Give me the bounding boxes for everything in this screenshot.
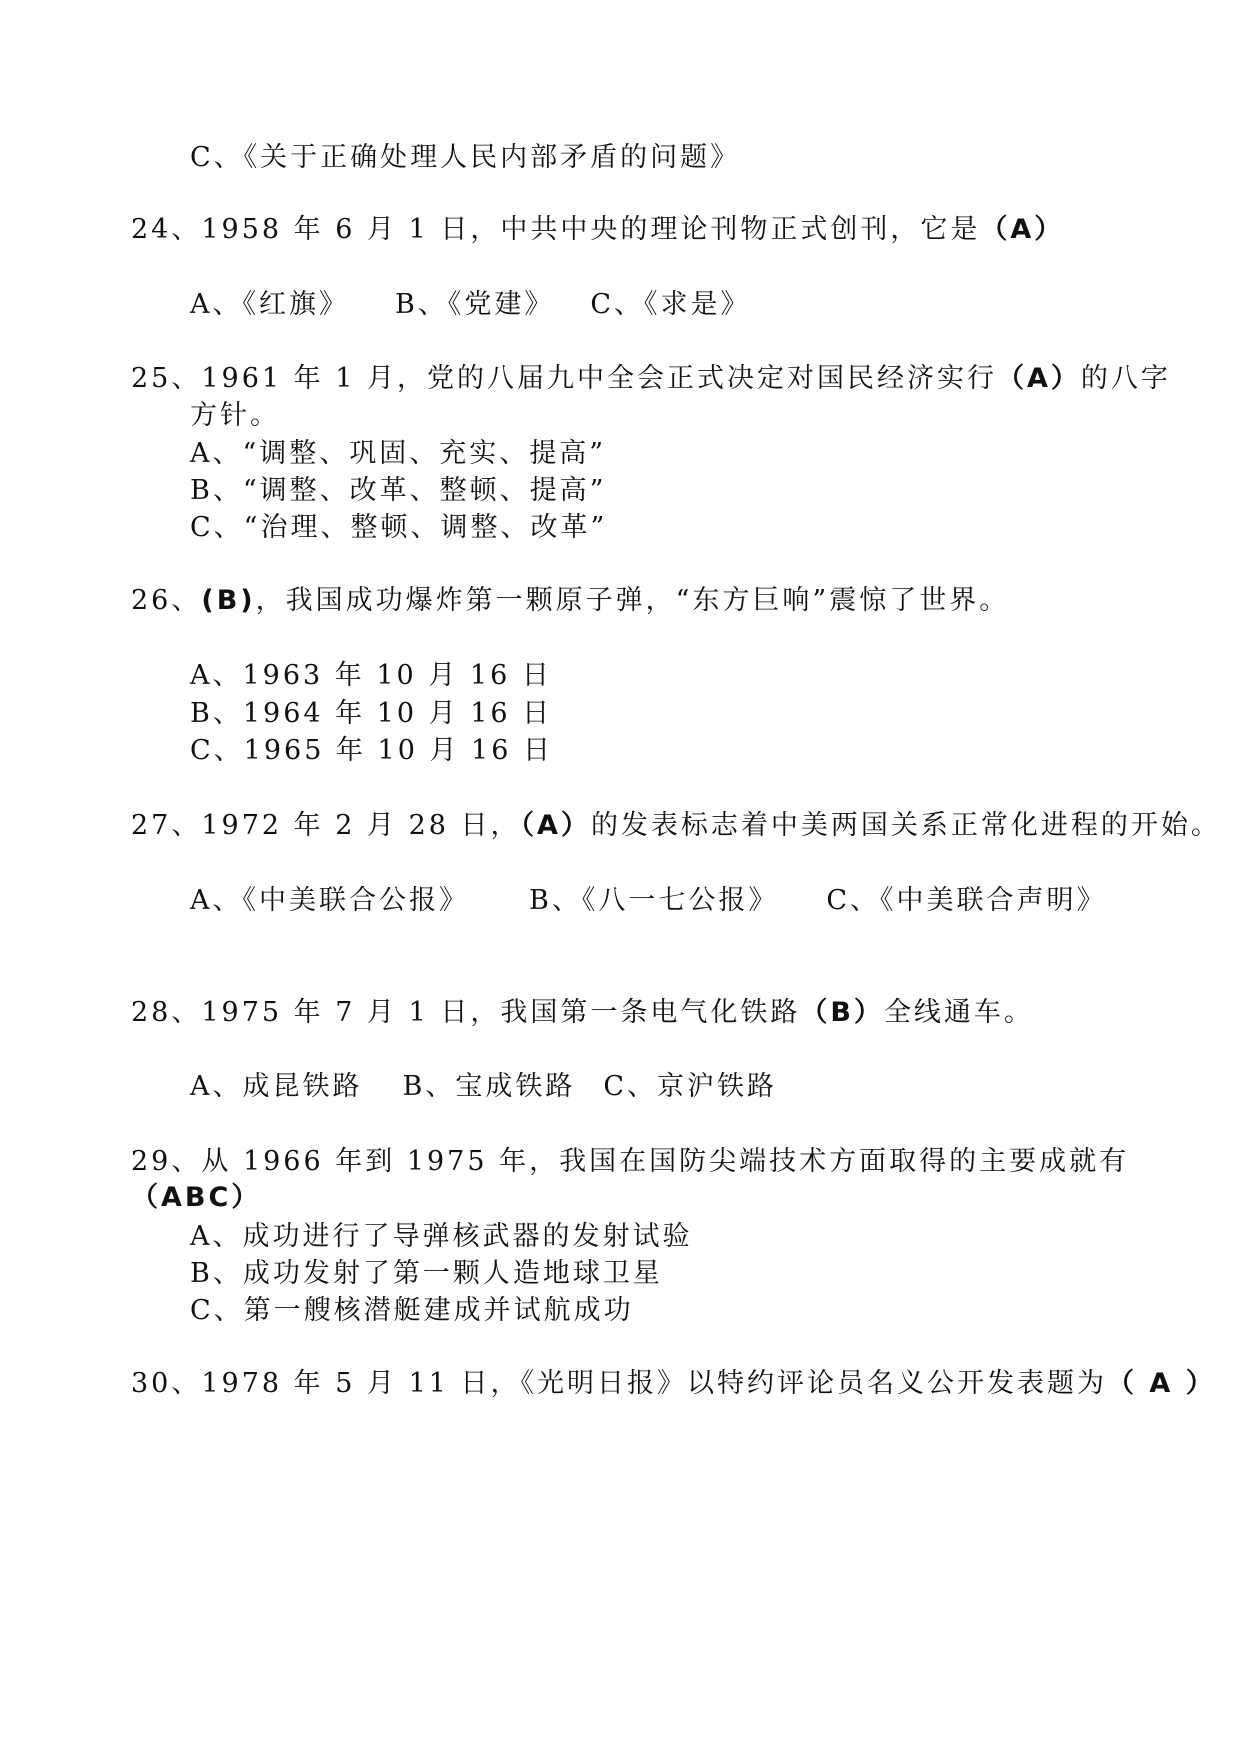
question-27-tail: 的发表标志着中美两国关系正常化进程的开始。 (590, 810, 1221, 841)
question-24-options (190, 287, 751, 323)
question-28-tail: 全线通车。 (883, 997, 1034, 1028)
question-30-answer: （ A ） (1107, 1368, 1216, 1399)
question-24-answer: （A） (980, 214, 1065, 245)
question-29: 29、从 1966 年到 1975 年，我国在国防尖端技术方面取得的主要成就有 (131, 1146, 1130, 1177)
question-30-text: 30、1978 年 5 月 11 日，《光明日报》以特约评论员名义公开发表题为 (131, 1368, 1108, 1399)
question-28-options (190, 1069, 777, 1105)
question-28-answer: （B） (800, 997, 884, 1028)
question-26-text: 26、 (131, 585, 202, 616)
question-28-text: 28、1975 年 7 月 1 日，我国第一条电气化铁路 (131, 997, 801, 1028)
q24-option-a: A、《红旗》 (190, 289, 349, 320)
q25-option-b: B、“调整、改革、整顿、提高” (190, 475, 607, 506)
question-24-text: 24、1958 年 6 月 1 日，中共中央的理论刊物正式创刊，它是 (131, 214, 981, 245)
q27-option-b: B、《八一七公报》 (529, 885, 779, 916)
q29-option-b: B、成功发射了第一颗人造地球卫星 (190, 1258, 663, 1289)
question-25 (131, 361, 1171, 397)
q25-option-a: A、“调整、巩固、充实、提高” (190, 438, 607, 469)
q27-option-a: A、《中美联合公报》 (190, 885, 469, 916)
q29-option-a: A、成功进行了导弹核武器的发射试验 (190, 1221, 693, 1252)
question-27 (131, 808, 1221, 844)
question-27-options (190, 883, 1107, 919)
question-26-answer: (B) (201, 585, 256, 616)
question-25-text: 25、1961 年 1 月，党的八届九中全会正式决定对国民经济实行 (131, 363, 997, 394)
question-26-tail: ，我国成功爆炸第一颗原子弹，“东方巨响”震惊了世界。 (255, 585, 1010, 616)
q26-option-c: C、1965 年 10 月 16 日 (190, 735, 553, 766)
q25-option-c: C、“治理、整顿、调整、改革” (190, 512, 608, 543)
question-29-answer: （ABC） (131, 1182, 262, 1213)
question-25-tail: 的八字 (1080, 363, 1171, 394)
question-27-answer: （A） (520, 810, 591, 841)
question-25-continuation: 方针。 (190, 400, 280, 431)
question-28 (131, 995, 1034, 1031)
question-24 (131, 212, 1064, 248)
q26-option-a: A、1963 年 10 月 16 日 (190, 660, 552, 691)
q24-option-b: B、《党建》 (395, 289, 555, 320)
prev-option-c: C、《关于正确处理人民内部矛盾的问题》 (190, 142, 741, 173)
q26-option-b: B、1964 年 10 月 16 日 (190, 698, 553, 729)
question-25-answer: （A） (997, 363, 1081, 394)
q28-option-a: A、成昆铁路 (190, 1071, 363, 1102)
q24-option-c: C、《求是》 (590, 289, 751, 320)
question-30 (131, 1366, 1216, 1402)
question-27-text: 27、1972 年 2 月 28 日， (131, 810, 521, 841)
q28-option-b: B、宝成铁路 (402, 1071, 576, 1102)
q28-option-c: C、京沪铁路 (603, 1071, 778, 1102)
question-26 (131, 583, 1009, 619)
q27-option-c: C、《中美联合声明》 (826, 885, 1107, 916)
q29-option-c: C、第一艘核潜艇建成并试航成功 (190, 1295, 634, 1326)
